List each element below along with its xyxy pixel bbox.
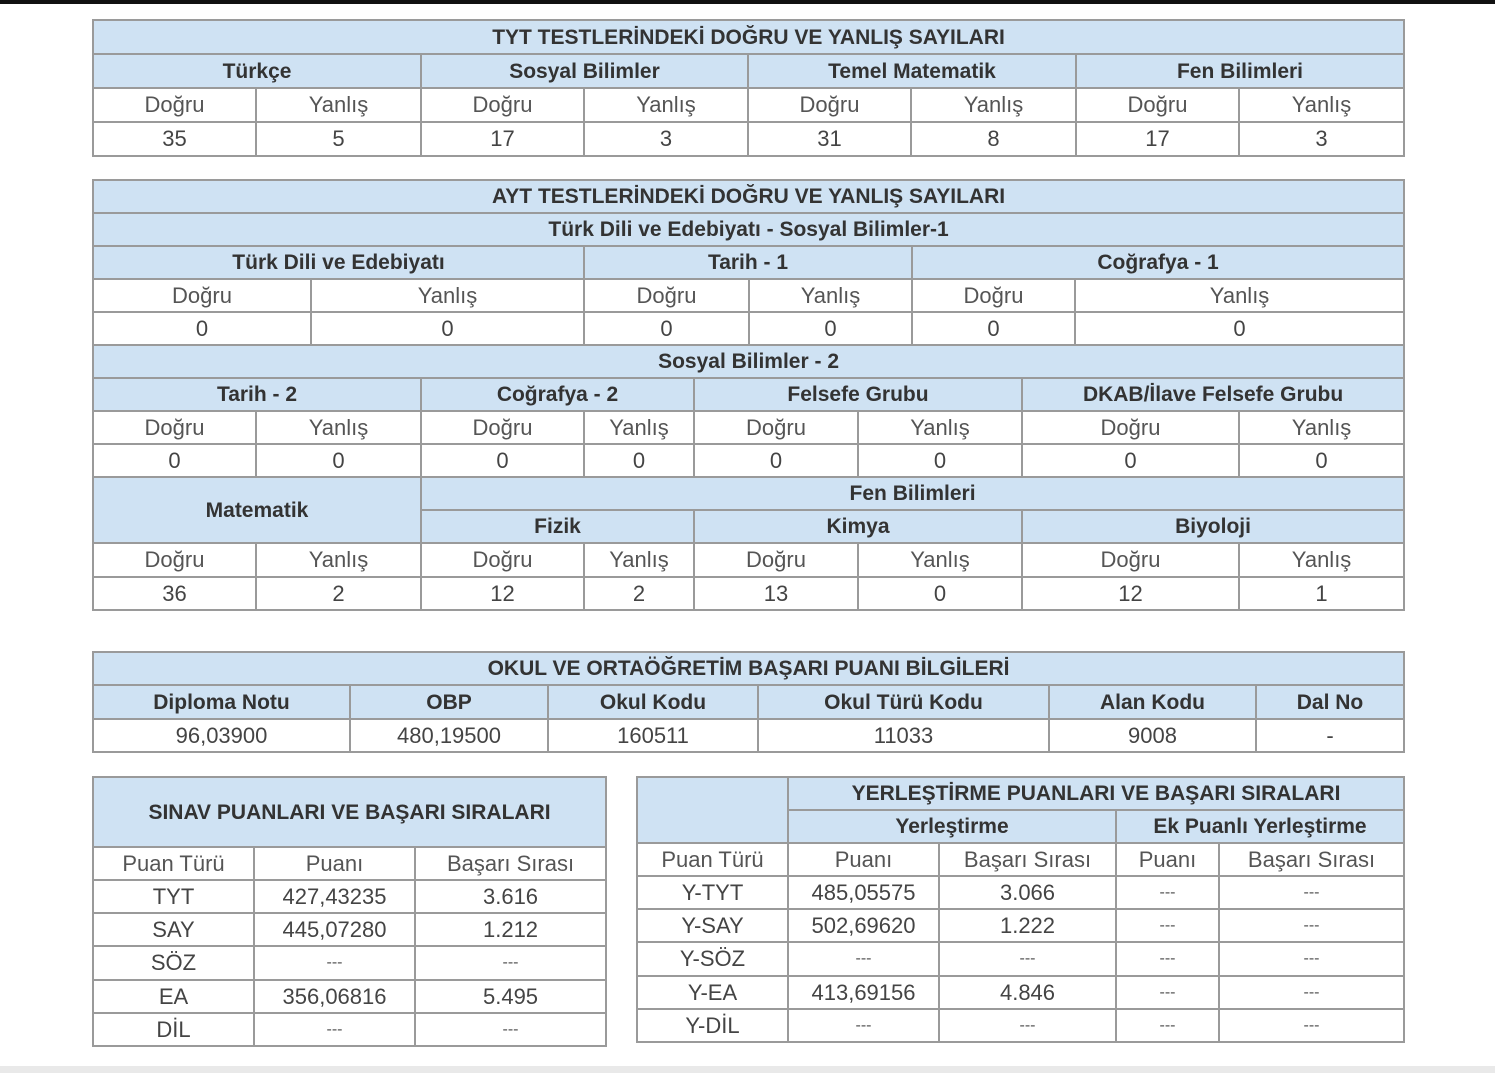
sinav-row-sira: --- — [415, 946, 606, 980]
ayt-dkab-yanlis: 0 — [1239, 444, 1404, 477]
ayt-fizik-yanlis: 2 — [584, 577, 694, 610]
sinav-row-puan: 445,07280 — [254, 913, 415, 946]
okul-header-obp: OBP — [350, 685, 548, 719]
ayt-table — [92, 179, 1405, 611]
sinav-row-puan: 427,43235 — [254, 880, 415, 913]
okul-dal-no: - — [1256, 719, 1404, 752]
tyt-fen-yanlis: 3 — [1239, 122, 1404, 156]
ayt-fen-title: Fen Bilimleri — [421, 477, 1404, 510]
tyt-yanlis-label: Yanlış — [1239, 88, 1404, 122]
tyt-matematik-dogru: 31 — [748, 122, 911, 156]
okul-header-diploma: Diploma Notu — [93, 685, 350, 719]
tyt-subject-fen: Fen Bilimleri — [1076, 54, 1404, 88]
yerlestirme-row-ek-puan: --- — [1116, 1009, 1219, 1042]
yerlestirme-row-ek-sira: --- — [1219, 909, 1404, 942]
ayt-tarih2-yanlis: 0 — [256, 444, 421, 477]
tyt-dogru-label: Doğru — [748, 88, 911, 122]
yerlestirme-header-ek-puani: Puanı — [1116, 843, 1219, 876]
yerlestirme-row-sira: --- — [939, 1009, 1116, 1042]
okul-table — [92, 651, 1405, 753]
sinav-row-type: TYT — [93, 880, 254, 913]
okul-header-okul-turu: Okul Türü Kodu — [758, 685, 1049, 719]
ayt-yanlis-label: Yanlış — [584, 543, 694, 577]
okul-header-okul-kodu: Okul Kodu — [548, 685, 758, 719]
ayt-cografya2-dogru: 0 — [421, 444, 584, 477]
sinav-row-type: SÖZ — [93, 946, 254, 980]
sinav-header-basari-sirasi: Başarı Sırası — [415, 847, 606, 880]
yerlestirme-row-puan: 485,05575 — [788, 876, 939, 909]
yerlestirme-row-ek-puan: --- — [1116, 976, 1219, 1009]
sinav-row-puan: --- — [254, 946, 415, 980]
yerlestirme-group-yerlestirme: Yerleştirme — [788, 810, 1116, 843]
yerlestirme-row-type: Y-TYT — [637, 876, 788, 909]
tyt-turkce-dogru: 35 — [93, 122, 256, 156]
sinav-row-type: SAY — [93, 913, 254, 946]
ayt-cografya2-yanlis: 0 — [584, 444, 694, 477]
ayt-yanlis-label: Yanlış — [1075, 279, 1404, 312]
bottom-border — [0, 1066, 1495, 1073]
ayt-matematik-dogru: 36 — [93, 577, 256, 610]
ayt-dkab-dogru: 0 — [1022, 444, 1239, 477]
sinav-row-sira: 3.616 — [415, 880, 606, 913]
ayt-subject-cografya1: Coğrafya - 1 — [912, 246, 1404, 279]
ayt-tarih2-dogru: 0 — [93, 444, 256, 477]
sinav-header-puan-turu: Puan Türü — [93, 847, 254, 880]
sinav-header-puani: Puanı — [254, 847, 415, 880]
ayt-dogru-label: Doğru — [421, 543, 584, 577]
sinav-row-type: EA — [93, 980, 254, 1013]
yerlestirme-row-ek-sira: --- — [1219, 1009, 1404, 1042]
ayt-edebiyat-yanlis: 0 — [311, 312, 584, 345]
yerlestirme-header-puani: Puanı — [788, 843, 939, 876]
sinav-row-type: DİL — [93, 1013, 254, 1046]
ayt-dogru-label: Doğru — [93, 279, 311, 312]
yerlestirme-row-ek-sira: --- — [1219, 942, 1404, 976]
yerlestirme-row-type: Y-DİL — [637, 1009, 788, 1042]
okul-diploma-notu: 96,03900 — [93, 719, 350, 752]
tyt-yanlis-label: Yanlış — [256, 88, 421, 122]
tyt-yanlis-label: Yanlış — [911, 88, 1076, 122]
ayt-yanlis-label: Yanlış — [256, 411, 421, 444]
ayt-kimya-dogru: 13 — [694, 577, 858, 610]
yerlestirme-table — [636, 776, 1405, 1043]
ayt-yanlis-label: Yanlış — [256, 543, 421, 577]
ayt-dogru-label: Doğru — [694, 411, 858, 444]
sinav-row-sira: 5.495 — [415, 980, 606, 1013]
ayt-tarih1-yanlis: 0 — [749, 312, 912, 345]
ayt-felsefe-yanlis: 0 — [858, 444, 1022, 477]
yerlestirme-row-sira: 1.222 — [939, 909, 1116, 942]
sinav-row-puan: 356,06816 — [254, 980, 415, 1013]
yerlestirme-row-type: Y-SÖZ — [637, 942, 788, 976]
ayt-kimya-yanlis: 0 — [858, 577, 1022, 610]
ayt-dogru-label: Doğru — [1022, 411, 1239, 444]
okul-obp: 480,19500 — [350, 719, 548, 752]
ayt-subject-kimya: Kimya — [694, 510, 1022, 543]
ayt-dogru-label: Doğru — [93, 411, 256, 444]
tyt-fen-dogru: 17 — [1076, 122, 1239, 156]
yerlestirme-row-ek-sira: --- — [1219, 976, 1404, 1009]
ayt-title: AYT TESTLERİNDEKİ DOĞRU VE YANLIŞ SAYILARI — [93, 180, 1404, 213]
yerlestirme-header-ek-basari-sirasi: Başarı Sırası — [1219, 843, 1404, 876]
okul-header-dal-no: Dal No — [1256, 685, 1404, 719]
ayt-group2-title: Sosyal Bilimler - 2 — [93, 345, 1404, 378]
tyt-matematik-yanlis: 8 — [911, 122, 1076, 156]
ayt-cografya1-dogru: 0 — [912, 312, 1075, 345]
ayt-matematik-yanlis: 2 — [256, 577, 421, 610]
tyt-sosyal-dogru: 17 — [421, 122, 584, 156]
ayt-cografya1-yanlis: 0 — [1075, 312, 1404, 345]
okul-alan-kodu: 9008 — [1049, 719, 1256, 752]
tyt-yanlis-label: Yanlış — [584, 88, 748, 122]
ayt-dogru-label: Doğru — [93, 543, 256, 577]
ayt-dogru-label: Doğru — [912, 279, 1075, 312]
ayt-yanlis-label: Yanlış — [858, 543, 1022, 577]
tyt-subject-temel-matematik: Temel Matematik — [748, 54, 1076, 88]
tyt-dogru-label: Doğru — [93, 88, 256, 122]
ayt-subject-cografya2: Coğrafya - 2 — [421, 378, 694, 411]
sinav-title: SINAV PUANLARI VE BAŞARI SIRALARI — [93, 777, 606, 847]
okul-header-alan-kodu: Alan Kodu — [1049, 685, 1256, 719]
tyt-table — [92, 19, 1405, 157]
ayt-biyoloji-yanlis: 1 — [1239, 577, 1404, 610]
yerlestirme-row-type: Y-EA — [637, 976, 788, 1009]
tyt-dogru-label: Doğru — [421, 88, 584, 122]
yerlestirme-row-puan: --- — [788, 942, 939, 976]
ayt-dogru-label: Doğru — [421, 411, 584, 444]
ayt-yanlis-label: Yanlış — [749, 279, 912, 312]
ayt-subject-biyoloji: Biyoloji — [1022, 510, 1404, 543]
sinav-table — [92, 776, 607, 1047]
sinav-row-sira: 1.212 — [415, 913, 606, 946]
yerlestirme-header-puan-turu: Puan Türü — [637, 843, 788, 876]
ayt-yanlis-label: Yanlış — [584, 411, 694, 444]
yerlestirme-row-type: Y-SAY — [637, 909, 788, 942]
yerlestirme-row-sira: 3.066 — [939, 876, 1116, 909]
yerlestirme-row-puan: 502,69620 — [788, 909, 939, 942]
ayt-subject-dkab: DKAB/İlave Felsefe Grubu — [1022, 378, 1404, 411]
okul-okul-kodu: 160511 — [548, 719, 758, 752]
okul-okul-turu-kodu: 11033 — [758, 719, 1049, 752]
yerlestirme-row-ek-puan: --- — [1116, 942, 1219, 976]
ayt-subject-tarih2: Tarih - 2 — [93, 378, 421, 411]
sinav-row-sira: --- — [415, 1013, 606, 1046]
tyt-dogru-label: Doğru — [1076, 88, 1239, 122]
yerlestirme-row-ek-sira: --- — [1219, 876, 1404, 909]
sinav-row-puan: --- — [254, 1013, 415, 1046]
yerlestirme-group-ek: Ek Puanlı Yerleştirme — [1116, 810, 1404, 843]
okul-title: OKUL VE ORTAÖĞRETİM BAŞARI PUANI BİLGİLERİ — [93, 652, 1404, 685]
top-border — [0, 0, 1495, 4]
yerlestirme-row-ek-puan: --- — [1116, 909, 1219, 942]
ayt-biyoloji-dogru: 12 — [1022, 577, 1239, 610]
yerlestirme-row-puan: --- — [788, 1009, 939, 1042]
yerlestirme-row-sira: 4.846 — [939, 976, 1116, 1009]
ayt-subject-felsefe: Felsefe Grubu — [694, 378, 1022, 411]
ayt-edebiyat-dogru: 0 — [93, 312, 311, 345]
yerlestirme-corner — [637, 777, 788, 843]
ayt-dogru-label: Doğru — [1022, 543, 1239, 577]
ayt-felsefe-dogru: 0 — [694, 444, 858, 477]
ayt-yanlis-label: Yanlış — [858, 411, 1022, 444]
ayt-fizik-dogru: 12 — [421, 577, 584, 610]
yerlestirme-row-sira: --- — [939, 942, 1116, 976]
ayt-subject-fizik: Fizik — [421, 510, 694, 543]
ayt-dogru-label: Doğru — [584, 279, 749, 312]
yerlestirme-header-basari-sirasi: Başarı Sırası — [939, 843, 1116, 876]
ayt-tarih1-dogru: 0 — [584, 312, 749, 345]
tyt-subject-turkce: Türkçe — [93, 54, 421, 88]
tyt-title: TYT TESTLERİNDEKİ DOĞRU VE YANLIŞ SAYILARI — [93, 20, 1404, 54]
ayt-yanlis-label: Yanlış — [1239, 543, 1404, 577]
tyt-turkce-yanlis: 5 — [256, 122, 421, 156]
tyt-subject-sosyal: Sosyal Bilimler — [421, 54, 748, 88]
tyt-sosyal-yanlis: 3 — [584, 122, 748, 156]
ayt-yanlis-label: Yanlış — [1239, 411, 1404, 444]
yerlestirme-row-puan: 413,69156 — [788, 976, 939, 1009]
yerlestirme-title: YERLEŞTİRME PUANLARI VE BAŞARI SIRALARI — [788, 777, 1404, 810]
ayt-dogru-label: Doğru — [694, 543, 858, 577]
ayt-yanlis-label: Yanlış — [311, 279, 584, 312]
yerlestirme-row-ek-puan: --- — [1116, 876, 1219, 909]
ayt-subject-tarih1: Tarih - 1 — [584, 246, 912, 279]
ayt-subject-matematik: Matematik — [93, 477, 421, 543]
ayt-subject-edebiyat: Türk Dili ve Edebiyatı — [93, 246, 584, 279]
ayt-group1-title: Türk Dili ve Edebiyatı - Sosyal Bilimler-1 — [93, 213, 1404, 246]
